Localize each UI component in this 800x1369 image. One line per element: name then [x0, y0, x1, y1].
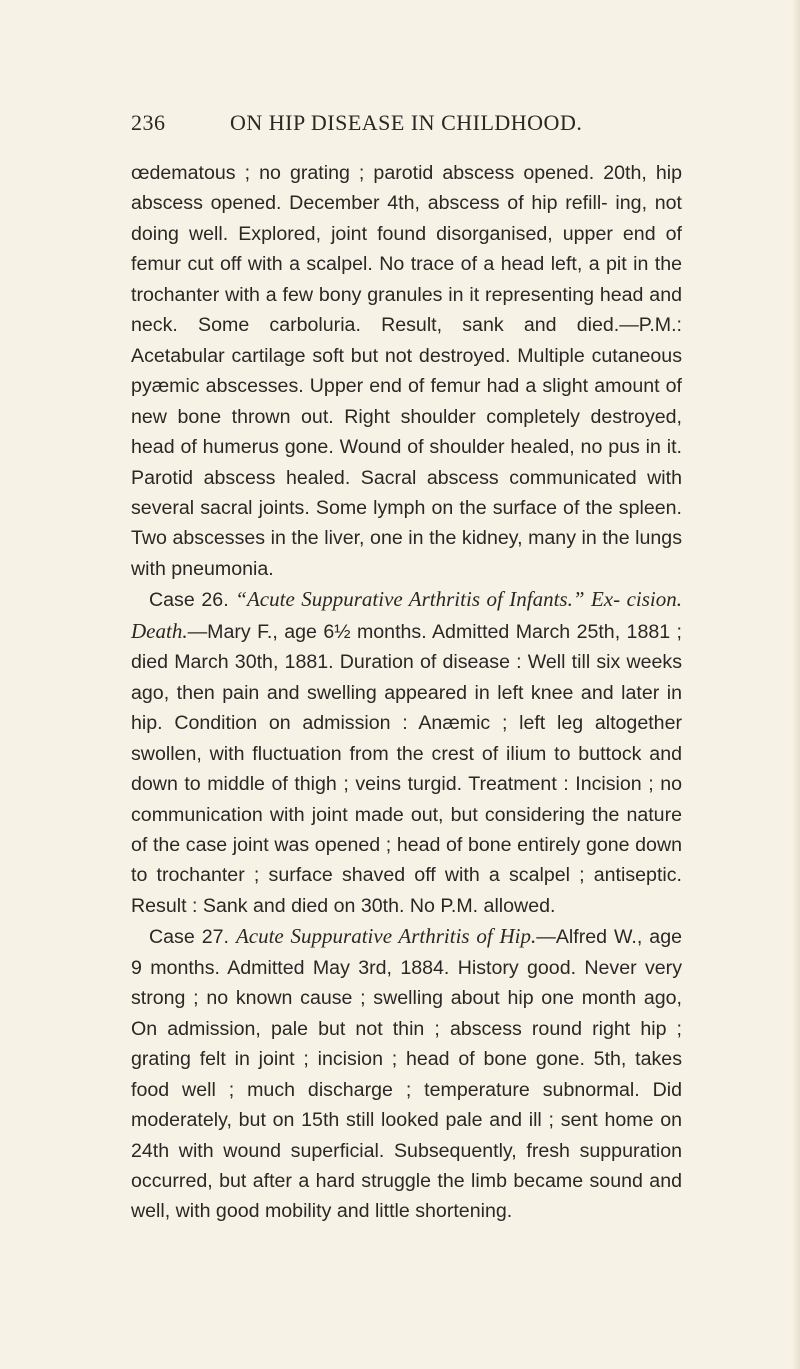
page-edge-shadow — [792, 0, 800, 1369]
case-26-label: Case 26. — [149, 589, 229, 612]
running-title: ON HIP DISEASE IN CHILDHOOD. — [230, 110, 583, 135]
case-26-paragraph — [131, 584, 682, 921]
page-body — [131, 158, 682, 1227]
case-27-label: Case 27. — [149, 926, 229, 949]
case-26-text: —Mary F., age 6½ months. Admitted March 25th, 1881 ; died March 30th, 1881. Duration of disease : Well till six weeks ago, then pain and swelling appeared in left knee and later in hip. Condition on admission : Anæmic ; left leg altogether swollen, with fluctuation from the crest of ilium to buttock and down to middle of thigh ; veins turgid. Treatment : Incision ; no communication with joint made out, but considering the nature of the case joint was opened ; head of bone entirely gone down to trochanter ; surface shaved off with a scalpel ; antiseptic. Result : Sank and died on 30th. No P.M. allowed. — [131, 620, 682, 917]
case-27-text: —Alfred W., age 9 months. Admitted May 3rd, 1884. History good. Never very strong ; no known cause ; swelling about hip one month ago, On admission, pale but not thin ; abscess round right hip ; grating felt in joint ; incision ; head of bone gone. 5th, takes food well ; much discharge ; temperature subnormal. Did moderately, but on 15th still looked pale and ill ; sent home on 24th with wound superficial. Subsequently, fresh suppuration occurred, but after a hard struggle the limb became sound and well, with good mobility and little shortening. — [131, 926, 682, 1223]
case-26-title: “Acute Suppurative Arthritis of Infants.” Ex- cision. Death. — [131, 587, 682, 643]
page-number: 236 — [131, 110, 166, 135]
case-27-paragraph — [131, 921, 682, 1227]
case-27-title: Acute Suppurative Arthritis of Hip. — [235, 924, 537, 949]
continuation-paragraph: œdematous ; no grating ; parotid abscess opened. 20th, hip abscess opened. December 4th, abscess of hip refill- ing, not doing well. Explored, joint found disorganised, upper end of femur cut off with a scalpel. No trace of a head left, a pit in the trochanter with a few bony granules in it representing head and neck. Some carboluria. Result, sank and died.—P.M.: Acetabular cartilage soft but not destroyed. Multiple cutaneous pyæmic abscesses. Upper end of femur had a slight amount of new bone thrown out. Right shoulder completely destroyed, head of humerus gone. Wound of shoulder healed, no pus in it. Parotid abscess healed. Sacral abscess communicated with several sacral joints. Some lymph on the surface of the spleen. Two abscesses in the liver, one in the kidney, many in the lungs with pneumonia. — [131, 162, 682, 580]
